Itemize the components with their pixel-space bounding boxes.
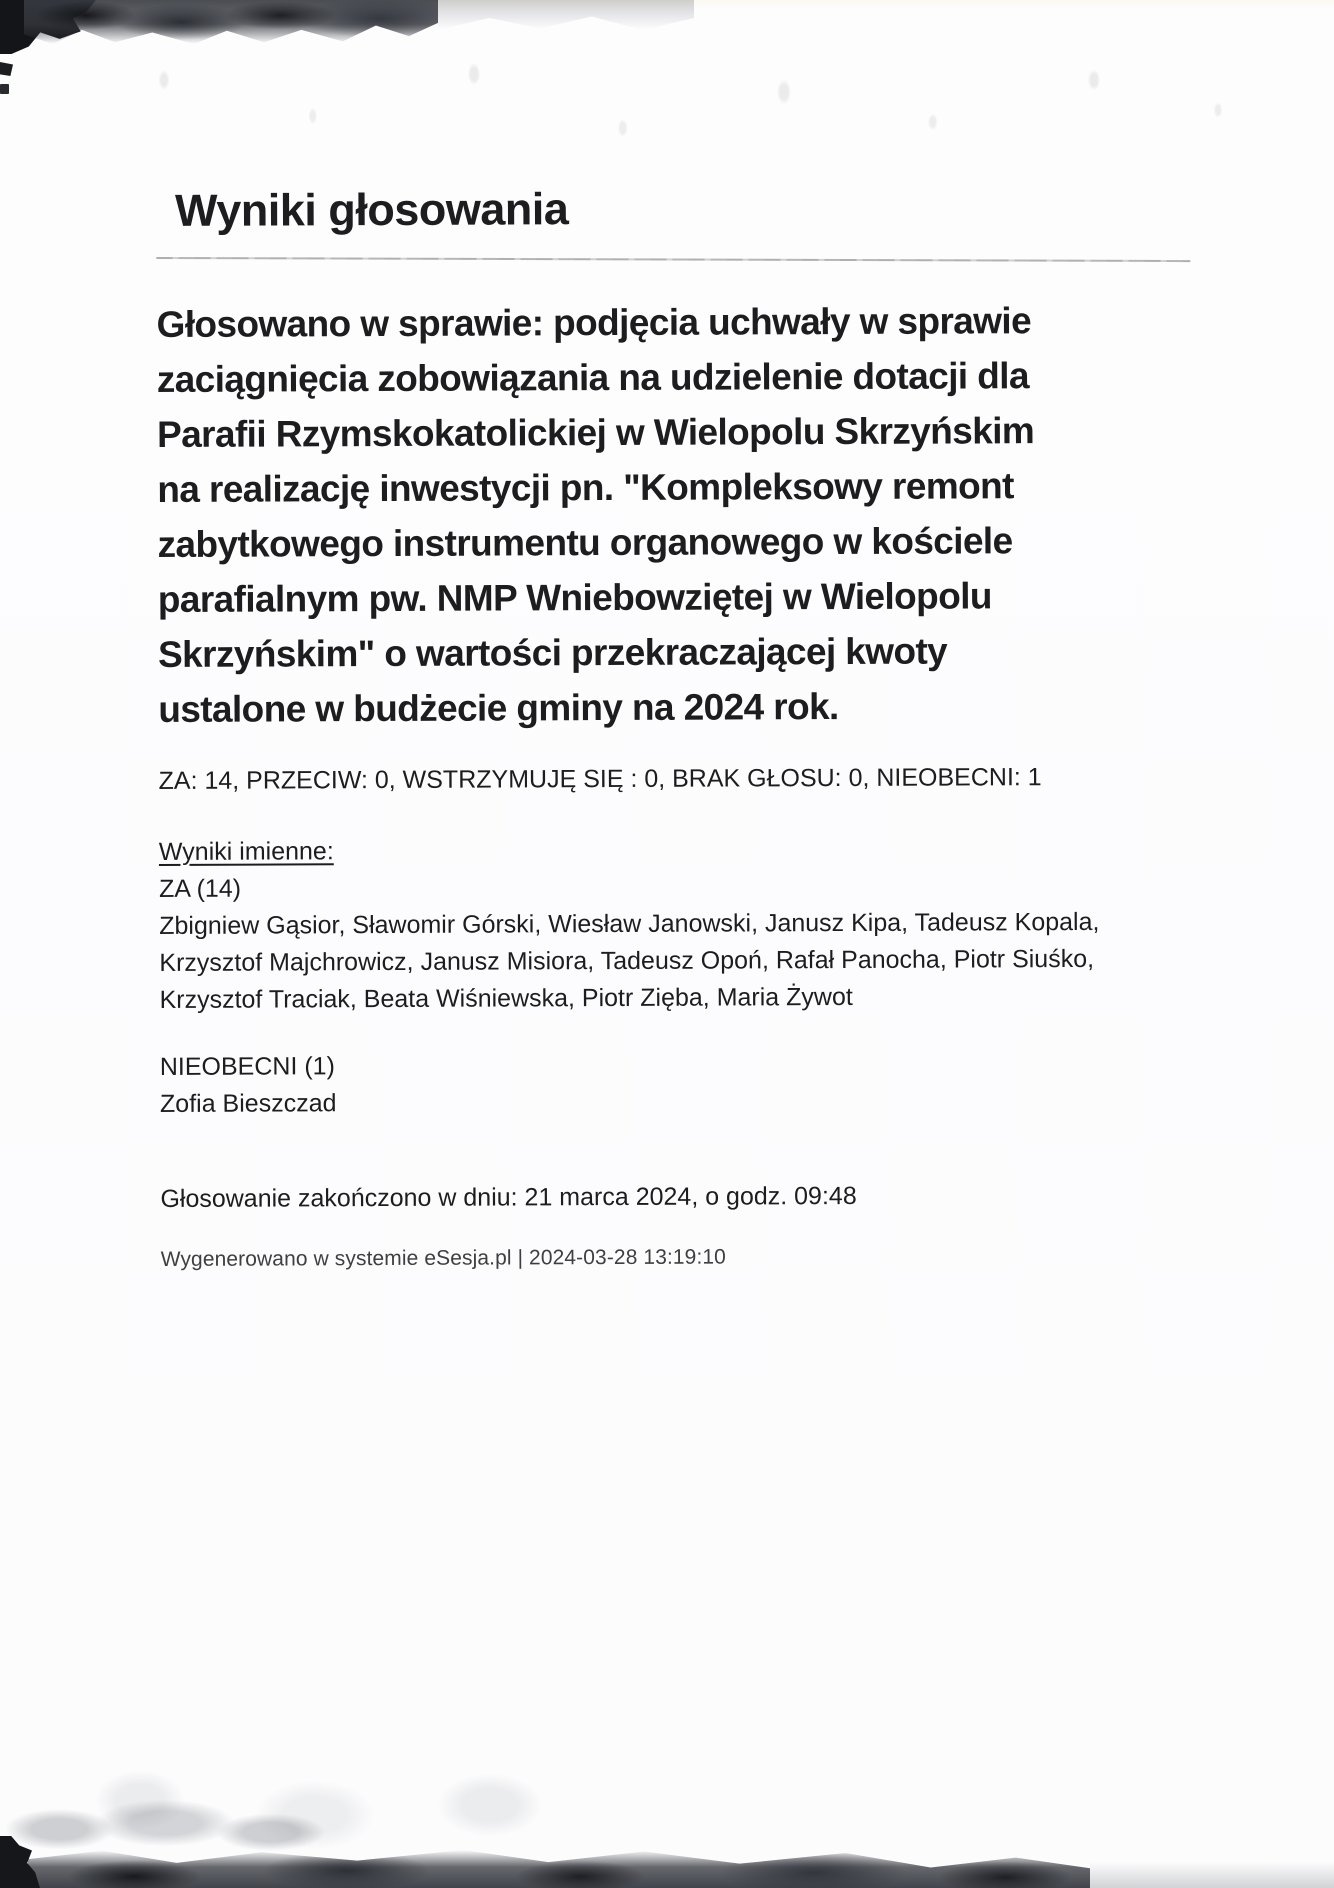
named-results-heading: Wyniki imienne: — [158, 837, 334, 866]
vote-closed-line: Głosowanie zakończono w dniu: 21 marca 2024, o godz. 09:48 — [160, 1181, 857, 1213]
subject-line: zabytkowego instrumentu organowego w kościele — [157, 520, 1013, 565]
absent-group-heading: NIEOBECNI (1) — [159, 1052, 335, 1081]
subject-line: Skrzyńskim" o wartości przekraczającej kwoty — [157, 630, 948, 675]
subject-line: na realizację inwestycji pn. "Kompleksowy remont — [157, 465, 1014, 510]
absent-names-line: Zofia Bieszczad — [159, 1089, 337, 1118]
absent-group — [160, 1044, 1200, 1123]
za-group — [159, 866, 1200, 1019]
title-divider-rule — [156, 257, 1190, 262]
za-names-line: Zbigniew Gąsior, Sławomir Górski, Wiesław Janowski, Janusz Kipa, Tadeusz Kopala, — [159, 907, 1100, 940]
za-group-heading: ZA (14) — [158, 874, 242, 903]
generated-footer-line: Wygenerowano w systemie eSesja.pl | 2024-03-28 13:19:10 — [160, 1245, 726, 1271]
vote-subject-paragraph — [156, 292, 1198, 737]
document-content — [156, 183, 1201, 1272]
vote-tally-summary: ZA: 14, PRZECIW: 0, WSTRZYMUJĘ SIĘ : 0, BRAK GŁOSU: 0, NIEOBECNI: 1 — [158, 763, 1042, 795]
page-title: Wyniki głosowania — [174, 183, 569, 236]
subject-line: ustalone w budżecie gminy na 2024 rok. — [158, 686, 839, 730]
subject-line: parafialnym pw. NMP Wniebowziętej w Wielopolu — [157, 575, 992, 620]
za-names-line: Krzysztof Majchrowicz, Janusz Misiora, Tadeusz Opoń, Rafał Panocha, Piotr Siuśko, — [159, 944, 1095, 977]
subject-line: Głosowano w sprawie: podjęcia uchwały w sprawie — [156, 300, 1032, 345]
subject-line: zaciągnięcia zobowiązania na udzielenie dotacji dla — [156, 355, 1029, 400]
subject-line: Parafii Rzymskokatolickiej w Wielopolu Skrzyńskim — [156, 410, 1035, 455]
za-names-line: Krzysztof Traciak, Beata Wiśniewska, Piotr Zięba, Maria Żywot — [159, 982, 853, 1014]
